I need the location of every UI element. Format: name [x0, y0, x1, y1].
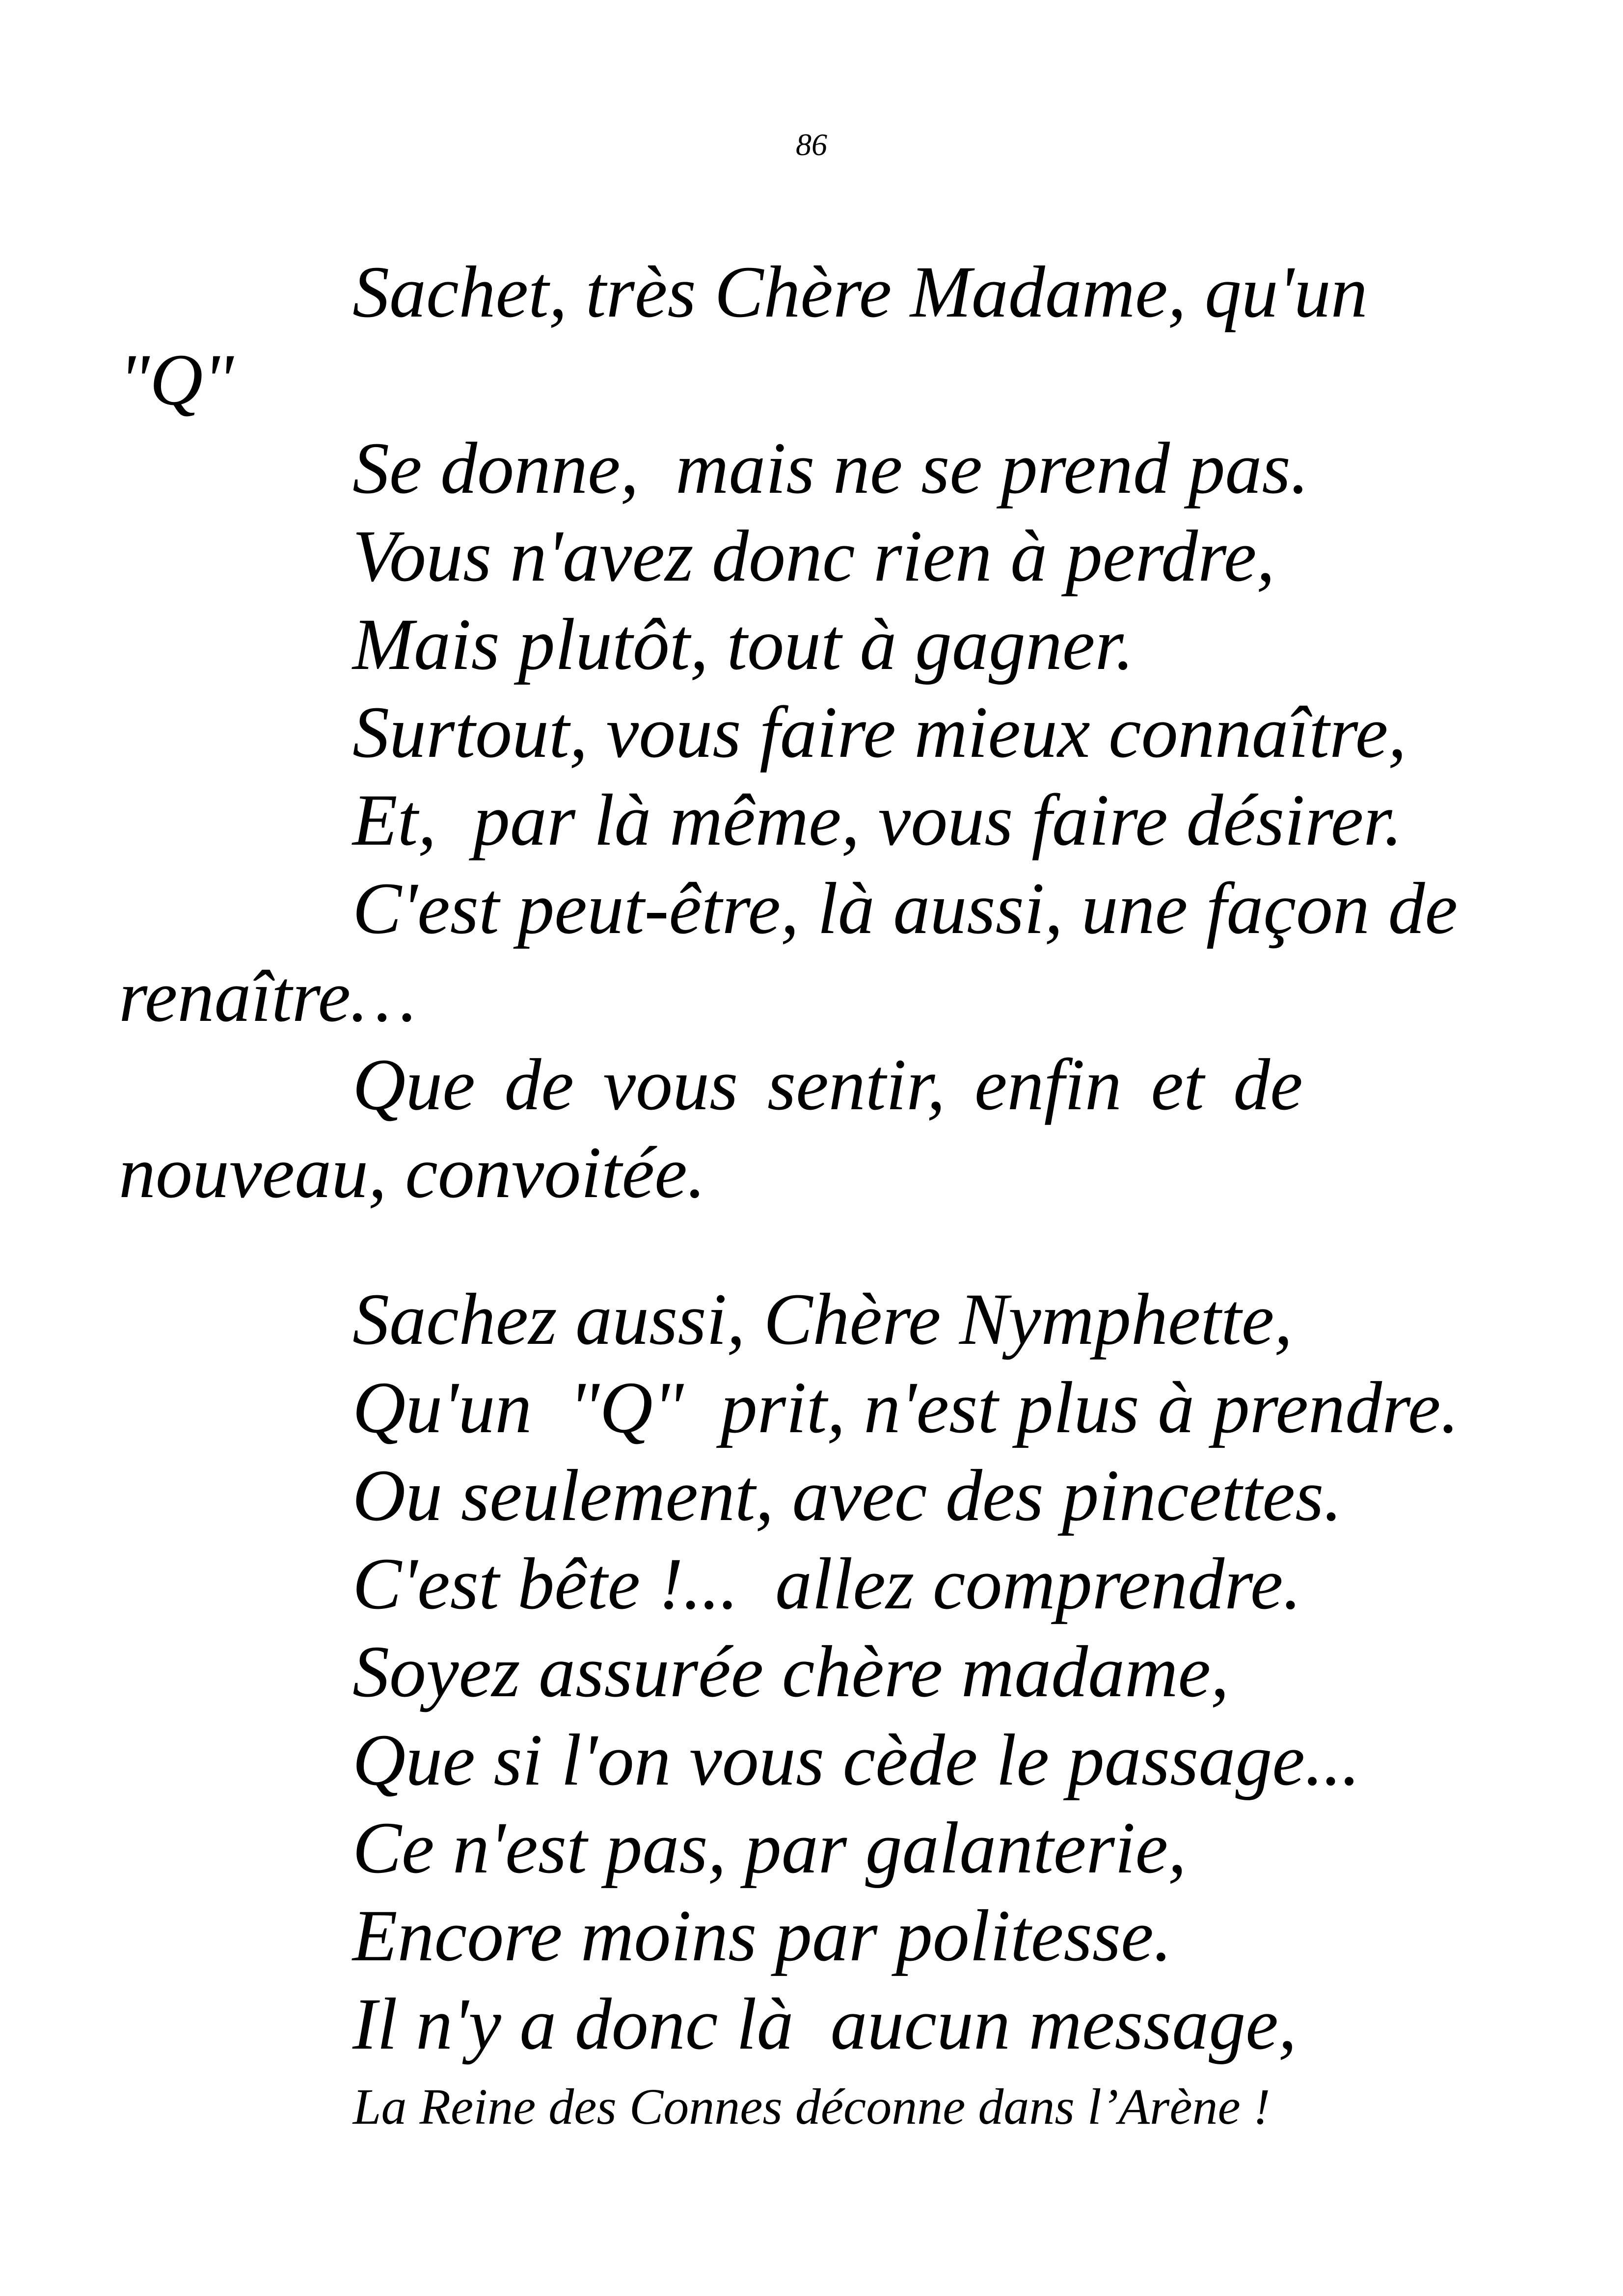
- verse-line: Que si l'on vous cède le passage...: [352, 1719, 1360, 1801]
- verse-line: Mais plutôt, tout à gagner.: [352, 603, 1134, 685]
- verse-line: Encore moins par politesse.: [352, 1895, 1172, 1977]
- verse-line: Il n'y a donc là aucun message,: [352, 1983, 1297, 2065]
- page-number: 86: [796, 127, 827, 162]
- stanza-break: [119, 1217, 1592, 1276]
- running-footer: La Reine des Connes déconne dans l’Arène !: [352, 2079, 1271, 2135]
- verse-line: Ou seulement, avec des pincettes.: [352, 1455, 1342, 1537]
- verse-line-continuation: nouveau, convoitée.: [119, 1132, 706, 1214]
- verse-line: Soyez assurée chère madame,: [352, 1631, 1229, 1713]
- verse-line-continuation: renaître…: [119, 956, 416, 1038]
- verse-line: Sachez aussi, Chère Nymphette,: [352, 1279, 1293, 1361]
- verse-line: Sachet, très Chère Madame, qu'un: [352, 251, 1368, 333]
- verse-line: Se donne, mais ne se prend pas.: [352, 427, 1309, 509]
- verse-line: Que de vous sentir, enfin et de: [352, 1043, 1303, 1125]
- verse-line: Surtout, vous faire mieux connaître,: [352, 692, 1407, 774]
- verse-line: Et, par là même, vous faire désirer.: [352, 779, 1403, 861]
- verse-line: Qu'un "Q" prit, n'est plus à prendre.: [352, 1366, 1459, 1448]
- verse-line: C'est bête !... allez comprendre.: [352, 1543, 1302, 1625]
- poem-text: [119, 248, 1592, 2068]
- verse-line: Ce n'est pas, par galanterie,: [352, 1807, 1187, 1889]
- verse-line: C'est peut-être, là aussi, une façon de: [352, 867, 1458, 949]
- verse-line-continuation: "Q": [119, 339, 234, 421]
- verse-line: Vous n'avez donc rien à perdre,: [352, 515, 1275, 597]
